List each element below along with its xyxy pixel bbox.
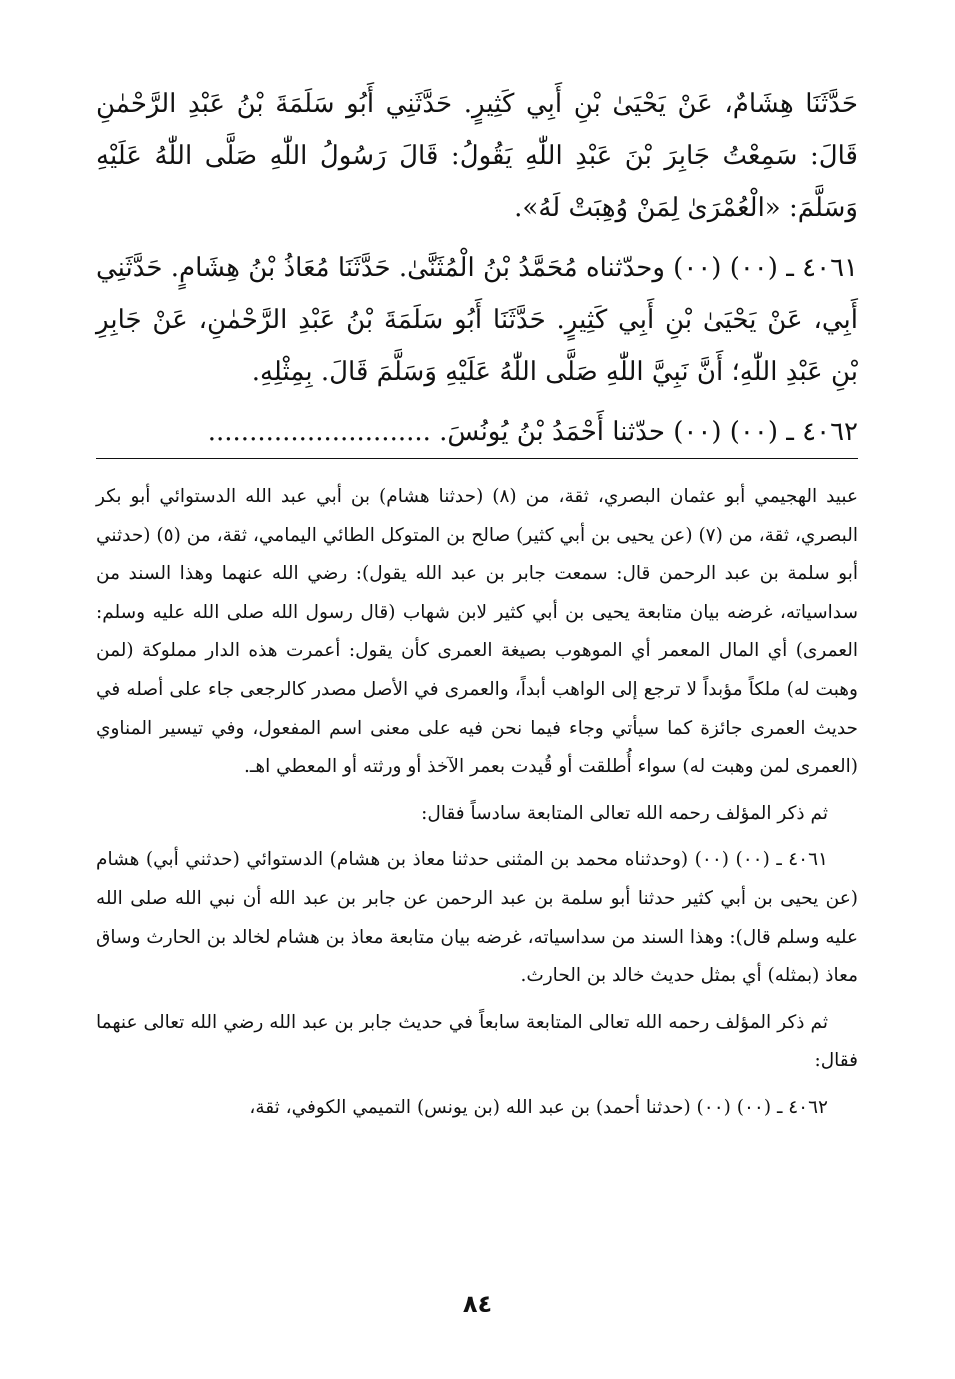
hadith-paragraph: ٤٠٦٢ ـ (٠٠) (٠٠) حدّثنا أَحْمَدُ بْنُ يُونُسَ. ........................... [207,417,858,447]
commentary-block [96,478,858,1136]
footnote-divider [96,458,858,459]
commentary-paragraph: ثم ذكر المؤلف رحمه الله تعالى المتابعة سابعاً في حديث جابر بن عبد الله رضي الله تعالى عنهما فقال: [96,1011,858,1072]
commentary-paragraph: عبيد الهجيمي أبو عثمان البصري، ثقة، من (٨) (حدثنا هشام) بن أبي عبد الله الدستوائي أبو بكر البصري، ثقة، من (٧) (عن يحيى بن أبي كثير) صالح بن المتوكل الطائي اليمامي، ثقة، من (٥) (حدثني أبو سلمة بن عبد الرحمن قال: سمعت جابر بن عبد الله يقول): رضي الله عنهما وهذا السند من سداسياته، غرضه بيان متابعة يحيى بن أبي كثير لابن شهاب (قال رسول الله صلى الله عليه وسلم: العمرى) أي المال المعمر أي الموهوب بصيغة العمرى كأن يقول: أعمرت هذه الدار مملوكة (لمن وهبت له) ملكاً مؤبداً لا ترجع إلى الواهب أبداً، والعمرى في الأصل مصدر كالرجعى جاء على أصله في حديث العمرى جائزة كما سيأتي وجاء فيما نحن فيه على معنى اسم المفعول، وفي تيسير المناوي (العمرى لمن وهبت له) سواء أُطلقت أو قُيدت بعمر الآخذ أو ورثته أو المعطي اهـ. [96,486,858,778]
commentary-paragraph: ثم ذكر المؤلف رحمه الله تعالى المتابعة سادساً فقال: [421,802,828,824]
commentary-paragraph: ٤٠٦١ ـ (٠٠) (٠٠) (وحدثناه محمد بن المثنى حدثنا معاذ بن هشام) الدستوائي (حدثني أبي) هشام (عن يحيى بن أبي كثير حدثنا أبو سلمة بن عبد الرحمن عن جابر بن عبد الله أن نبي الله صلى الله عليه وسلم قال): وهذا السند من سداسياته، غرضه بيان متابعة معاذ بن هشام لخالد بن الحارث وساق معاذ (بمثله) أي بمثل حديث خالد بن الحارث. [95,849,858,987]
commentary-paragraph: ٤٠٦٢ ـ (٠٠) (٠٠) (حدثنا أحمد) بن عبد الله (بن يونس) التميمي الكوفي، ثقة، [249,1096,828,1118]
hadith-paragraph: حَدَّثَنَا هِشَامٌ، عَنْ يَحْيَىٰ بْنِ أَبِي كَثِيرٍ. حَدَّثَنِي أَبُو سَلَمَةَ بْنُ عَبْدِ الرَّحْمٰنِ قَالَ: سَمِعْتُ جَابِرَ بْنَ عَبْدِ اللّٰهِ يَقُولُ: قَالَ رَسُولُ اللّٰهِ صَلَّى اللّٰهُ عَلَيْهِ وَسَلَّمَ: «الْعُمْرَىٰ لِمَنْ وُهِبَتْ لَهُ». [96,89,858,223]
page-number: ٨٤ [462,1290,493,1318]
hadith-paragraph: ٤٠٦١ ـ (٠٠) (٠٠) وحدّثناه مُحَمَّدُ بْنُ الْمُثَنَّىٰ. حَدَّثَنَا مُعَاذُ بْنُ هِشَامٍ. حَدَّثَنِي أَبِي، عَنْ يَحْيَىٰ بْنِ أَبِي كَثِيرٍ. حَدَّثَنَا أَبُو سَلَمَةَ بْنُ عَبْدِ الرَّحْمٰنِ، عَنْ جَابِرِ بْنِ عَبْدِ اللّٰهِ؛ أَنَّ نَبِيَّ اللّٰهِ صَلَّى اللّٰهُ عَلَيْهِ وَسَلَّمَ قَالَ. بِمِثْلِهِ. [96,253,858,387]
hadith-text-block [96,78,858,458]
